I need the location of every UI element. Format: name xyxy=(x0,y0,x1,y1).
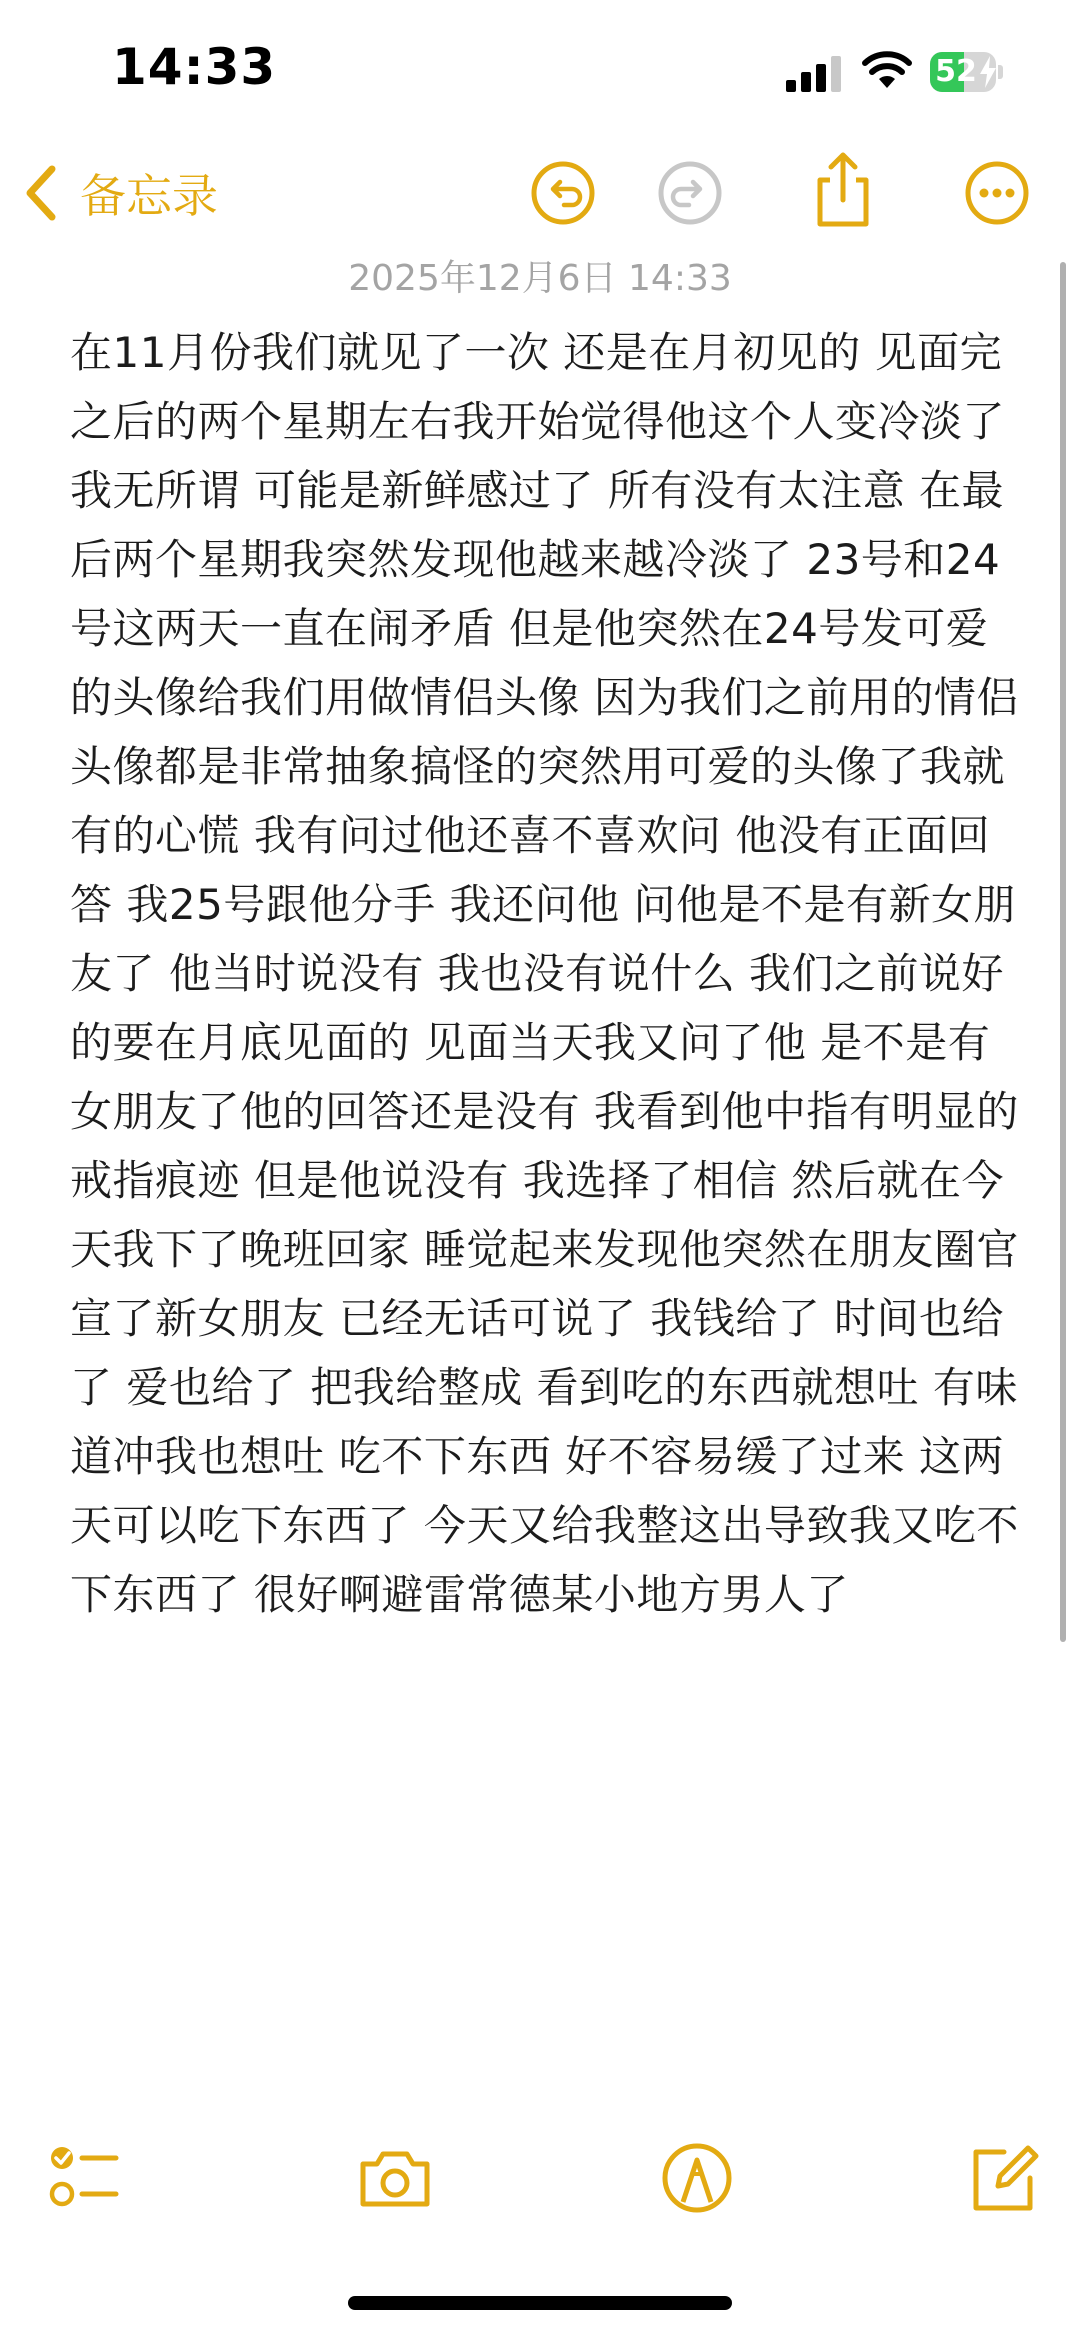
more-button[interactable] xyxy=(962,158,1032,228)
share-icon xyxy=(808,150,878,230)
camera-icon xyxy=(355,2138,435,2218)
note-body[interactable]: 在11月份我们就见了一次 还是在月初见的 见面完之后的两个星期左右我开始觉得他这个人变冷淡了 我无所谓 可能是新鲜感过了 所有没有太注意 在最后两个星期我突然发现他越来越冷淡了 23号和24号这两天一直在闹矛盾 但是他突然在24号发可爱的头像给我们用做情侣头像 因为我们之前用的情侣头像都是非常抽象搞怪的突然用可爱的头像了我就有的心慌 我有问过他还喜不喜欢问 他没有正面回答 我25号跟他分手 我还问他 问他是不是有新女朋友了 他当时说没有 我也没有说什么 我们之前说好的要在月底见面的 见面当天我又问了他 是不是有女朋友了他的回答还是没有 我看到他中指有明显的戒指痕迹 但是他说没有 我选择了相信 然后就在今天我下了晚班回家 睡觉起来发现他突然在朋友圈官宣了新女朋友 已经无话可说了 我钱给了 时间也给了 爱也给了 把我给整成 看到吃的东西就想吐 有味道冲我也想吐 吃不下东西 好不容易缓了过来 这两天可以吃下东西了 今天又给我整这出导致我又吃不下东西了 很好啊避雷常德某小地方男人了 xyxy=(70,328,1019,1619)
markup-button[interactable] xyxy=(657,2138,737,2218)
markup-icon xyxy=(657,2138,737,2218)
checklist-icon xyxy=(42,2138,122,2218)
camera-button[interactable] xyxy=(355,2138,435,2218)
status-time: 14:33 xyxy=(112,38,277,96)
compose-icon xyxy=(964,2138,1044,2218)
share-button[interactable] xyxy=(808,150,878,230)
home-indicator[interactable] xyxy=(348,2296,732,2310)
redo-button[interactable] xyxy=(655,158,725,228)
note-date: 2025年12月6日 14:33 xyxy=(348,258,732,299)
undo-icon xyxy=(528,158,598,228)
cellular-signal-icon xyxy=(786,56,842,92)
undo-button[interactable] xyxy=(528,158,598,228)
charging-bolt-icon xyxy=(978,56,998,88)
more-icon xyxy=(962,158,1032,228)
compose-button[interactable] xyxy=(964,2138,1044,2218)
wifi-icon xyxy=(862,50,912,90)
battery-cap xyxy=(998,65,1003,79)
scrollbar[interactable] xyxy=(1060,262,1066,1642)
battery-percent: 52 xyxy=(935,54,977,89)
redo-icon xyxy=(655,158,725,228)
checklist-button[interactable] xyxy=(42,2138,122,2218)
back-label: 备忘录 xyxy=(80,169,218,223)
battery-indicator xyxy=(930,52,1004,92)
back-button[interactable] xyxy=(22,158,218,228)
chevron-left-icon xyxy=(22,163,62,223)
